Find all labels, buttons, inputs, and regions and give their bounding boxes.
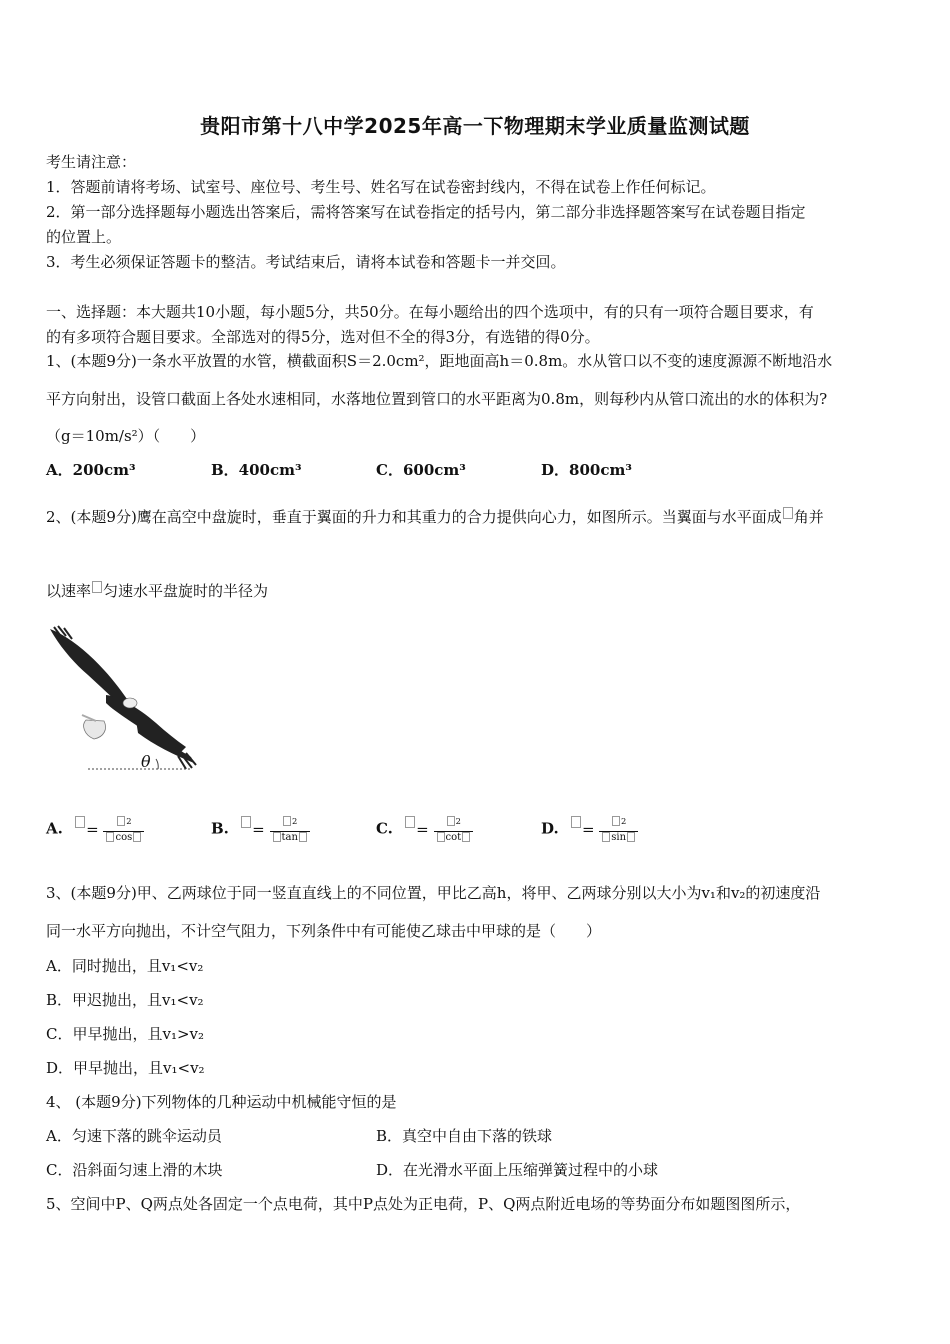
question-4-option-a: A．匀速下落的跳伞运动员	[46, 1127, 222, 1145]
frac-exponent: 2	[126, 816, 132, 826]
question-3-line: 同一水平方向抛出，不计空气阻力，下列条件中有可能使乙球击中甲球的是（ ）	[46, 922, 602, 940]
question-1-option-b: B．400cm³	[211, 461, 302, 479]
missing-symbol-icon	[75, 816, 85, 828]
question-3-line: 3、(本题9分)甲、乙两球位于同一竖直直线上的不同位置，甲比乙高h，将甲、乙两球分别以大小为v₁和v₂的初速度沿	[46, 884, 821, 902]
option-letter: B.	[211, 819, 229, 838]
question-1-line: 1、(本题9分)一条水平放置的水管，横截面积S＝2.0cm²，距地面高h＝0.8m。水从管口以不变的速度源源不断地沿水	[46, 352, 833, 370]
notice-item: 2．第一部分选择题每小题选出答案后，需将答案写在试卷指定的括号内，第二部分非选择题答案写在试卷题目指定	[46, 203, 806, 221]
question-3-option-c: C．甲早抛出，且v₁>v₂	[46, 1025, 205, 1043]
missing-symbol-icon	[106, 832, 114, 842]
trig-function: sin	[611, 832, 627, 844]
notice-item: 1．答题前请将考场、试室号、座位号、考生号、姓名写在试卷密封线内，不得在试卷上作任何标记。	[46, 178, 716, 196]
question-4-option-b: B．真空中自由下落的铁球	[376, 1127, 553, 1145]
question-2-line	[46, 507, 824, 527]
trig-function: cos	[115, 832, 133, 844]
question-1-option-a: A．200cm³	[46, 461, 136, 479]
question-2-text: 匀速水平盘旋时的半径为	[103, 582, 269, 600]
missing-symbol-icon	[602, 832, 610, 842]
question-4-option-c: C．沿斜面匀速上滑的木块	[46, 1161, 223, 1179]
question-2-option-c	[376, 816, 473, 843]
missing-symbol-icon	[612, 816, 620, 826]
notice-item: 的位置上。	[46, 228, 122, 246]
equals-sign: =	[252, 820, 265, 839]
question-1-option-d: D．800cm³	[541, 461, 632, 479]
question-3-option-d: D．甲早抛出，且v₁<v₂	[46, 1059, 205, 1077]
question-1-line: 平方向射出，设管口截面上各处水速相同，水落地位置到管口的水平距离为0.8m，则每秒内从管口流出的水的体积为?	[46, 390, 828, 408]
question-2-text: 2、(本题9分)鹰在高空中盘旋时，垂直于翼面的升力和其重力的合力提供向心力，如图所示。当翼面与水平面成	[46, 508, 782, 526]
question-2-option-d	[541, 816, 638, 843]
trig-function: tan	[281, 832, 298, 844]
trig-function: cot	[445, 832, 462, 844]
question-4-line: 4、 (本题9分)下列物体的几种运动中机械能守恒的是	[46, 1093, 397, 1111]
missing-symbol-icon	[117, 816, 125, 826]
question-4-option-d: D．在光滑水平面上压缩弹簧过程中的小球	[376, 1161, 659, 1179]
question-2-option-a	[46, 816, 144, 843]
equals-sign: =	[86, 820, 99, 839]
notice-item: 3．考生必须保证答题卡的整洁。考试结束后，请将本试卷和答题卡一并交回。	[46, 253, 566, 271]
missing-symbol-icon	[462, 832, 470, 842]
option-letter: A.	[46, 819, 63, 838]
question-5-line: 5、空间中P、Q两点处各固定一个点电荷，其中P点处为正电荷，P、Q两点附近电场的等势面分布如题图图所示，	[46, 1195, 801, 1213]
question-3-option-a: A．同时抛出，且v₁<v₂	[46, 957, 204, 975]
question-2-line	[46, 581, 268, 601]
frac-exponent: 2	[621, 816, 627, 826]
equals-sign: =	[581, 820, 595, 839]
section-intro: 的有多项符合题目要求。全部选对的得5分，选对但不全的得3分，有选错的得0分。	[46, 328, 600, 346]
missing-symbol-icon	[241, 816, 251, 828]
question-1-option-c: C．600cm³	[376, 461, 466, 479]
missing-symbol-icon	[571, 816, 581, 828]
option-letter: D.	[541, 819, 559, 838]
question-3-option-b: B．甲迟抛出，且v₁<v₂	[46, 991, 204, 1009]
notice-heading: 考生请注意：	[46, 153, 137, 171]
angle-label: θ	[141, 752, 151, 771]
missing-symbol-icon	[283, 816, 291, 826]
missing-symbol-icon	[783, 507, 793, 519]
missing-symbol-icon	[92, 581, 102, 593]
missing-symbol-icon	[447, 816, 455, 826]
question-1-line: （g＝10m/s²）（ ）	[46, 427, 206, 445]
question-2-text: 角并	[793, 508, 824, 526]
missing-symbol-icon	[133, 832, 141, 842]
eagle-figure	[46, 625, 201, 775]
missing-symbol-icon	[405, 816, 415, 828]
missing-symbol-icon	[437, 832, 445, 842]
page-title: 贵阳市第十八中学2025年高一下物理期末学业质量监测试题	[200, 114, 750, 138]
question-2-option-b	[211, 816, 310, 843]
missing-symbol-icon	[299, 832, 307, 842]
question-2-text: 以速率	[46, 582, 92, 600]
equals-sign: =	[416, 820, 429, 839]
missing-symbol-icon	[273, 832, 281, 842]
section-intro: 一、选择题：本大题共10小题，每小题5分，共50分。在每小题给出的四个选项中，有的只有一项符合题目要求，有	[46, 303, 814, 321]
frac-exponent: 2	[455, 816, 461, 826]
missing-symbol-icon	[627, 832, 635, 842]
frac-exponent: 2	[292, 816, 298, 826]
option-letter: C.	[376, 819, 393, 838]
